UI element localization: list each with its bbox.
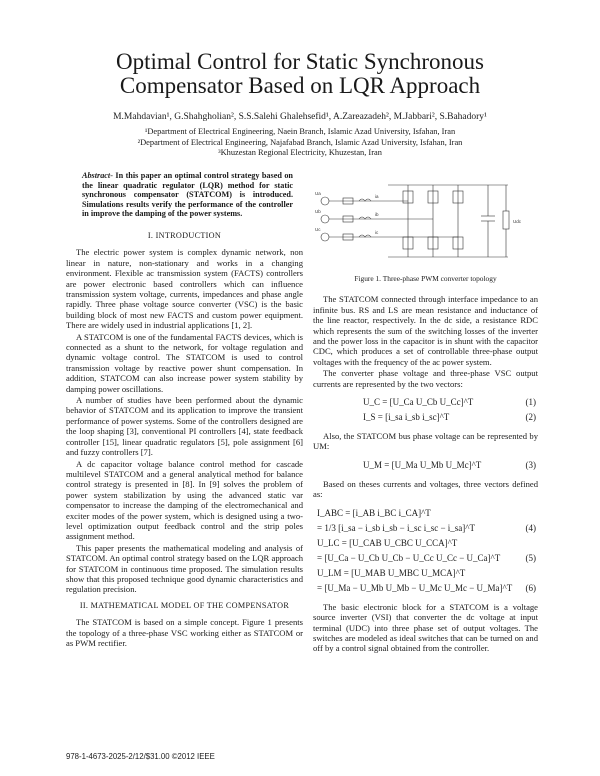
figure-1-converter-topology — [313, 171, 538, 271]
right-paragraph-1: The STATCOM connected through interface impedance to an infinite bus. RS and LS are mean resistance and inductance of the line reactor, respectively. In the dc side, a resistance RDC which represents the sum of the switching losses of the inverter and the power loss in the capacitor is in shunt with the capacitor CDC, which produces a set of controllable three-phase output voltages with the frequency of the ac power system. — [313, 294, 538, 367]
intro-paragraph-4: A dc capacitor voltage balance control method for cascade multilevel STATCOM and a general analytical method for balance control strategy is presented in [8]. In [9] solves the problem of power system stabilization by using the advanced static var compensator to increase the damping of the electromechanical and exciter modes of the power system, which is designed using a two-level optimization output feedback control and the strip poles assignment method. — [66, 458, 303, 542]
affiliation-3: ³Khuzestan Regional Electricity, Khuzestan, Iran — [218, 148, 382, 157]
circuit-diagram — [313, 171, 538, 271]
equation-block-3 — [313, 506, 538, 596]
intro-paragraph-2: A STATCOM is one of the fundamental FACTS devices, which is connected as a shunt to the network, for voltage regulation and dynamic voltage control. The STATCOM is used to control transmission voltage by reactive power shunt compensation. In addition, STATCOM can also increase power system stability by damping power oscillations. — [66, 331, 303, 394]
left-column — [66, 171, 303, 649]
equation-5b-body: = [U_Ca − U_Cb U_Cb − U_Cc U_Cc − U_Ca]^T — [317, 552, 501, 563]
right-paragraph-2: The converter phase voltage and three-phase VSC output currents are represented by the two vectors: — [313, 368, 538, 389]
fig-label-ua: Ua — [315, 191, 321, 196]
equation-4a — [313, 506, 538, 521]
equation-6b — [313, 581, 538, 596]
equation-3 — [313, 458, 538, 473]
intro-paragraph-5: This paper presents the mathematical modeling and analysis of STATCOM. An optimal control strategy based on the LQR approach for STATCOM in continuous time proposed. The simulation results show that this proposed technique good dynamic characteristics and regulation precision. — [66, 542, 303, 595]
abstract — [66, 171, 303, 219]
equation-4b — [313, 521, 538, 536]
equation-2-number: (2) — [525, 412, 536, 423]
affiliation-2: ²Department of Electrical Engineering, Najafabad Branch, Islamic Azad University, Isfahan, Iran — [137, 137, 463, 147]
model-paragraph-1: The STATCOM is based on a simple concept. Figure 1 presents the topology of a three-phase VSC working either as STATCOM or as PWM rectifier. — [66, 617, 303, 648]
right-paragraph-4: Based on theses currents and voltages, three vectors defined as: — [313, 478, 538, 500]
right-column — [313, 171, 538, 655]
equation-3-body: U_M = [U_Ma U_Mb U_Mc]^T — [363, 459, 482, 470]
intro-paragraph-1: The electric power system is complex dynamic network, non linear in nature, non-stationary and works in a changing environment. Flexible ac transmission system (FACTS) controllers are power electronic based controllers which can influence transmission system voltage, currents, impedances and phase angle rapidly. Three phase voltage source converter (VSC) is the basic building block of most new FACTS and custom power equipment. There are widely used in industrial applications [1, 2]. — [66, 247, 303, 331]
equation-6-number: (6) — [525, 582, 536, 593]
abstract-label: Abstract- — [82, 171, 113, 180]
section-heading-model: II. MATHEMATICAL MODEL OF THE COMPENSATOR — [79, 600, 290, 610]
equation-1-number: (1) — [525, 397, 536, 408]
fig-label-ic: ic — [375, 230, 379, 235]
equation-6a — [313, 566, 538, 581]
equation-4-number: (4) — [525, 522, 536, 533]
author-list: M.Mahdavian¹, G.Shahgholian², S.S.Salehi Ghalehsefid¹, A.Zareazadeh², M.Jabbari², S.Bahadory¹ — [113, 112, 487, 122]
equation-4a-body: I_ABC = [i_AB i_BC i_CA]^T — [317, 507, 431, 518]
equation-4b-body: = 1/3 [i_sa − i_sb i_sb − i_sc i_sc − i_sa]^T — [317, 522, 476, 533]
right-paragraph-3: Also, the STATCOM bus phase voltage can be represented by UM: — [313, 431, 538, 452]
equation-5b — [313, 551, 538, 566]
figure-1-caption: Figure 1. Three-phase PWM converter topology — [354, 274, 497, 283]
affiliation-1: ¹Department of Electrical Engineering, Naein Branch, Islamic Azad University, Isfahan, Iran — [144, 127, 456, 136]
equation-1-body: U_C = [U_Ca U_Cb U_Cc]^T — [363, 397, 474, 408]
fig-label-ia: ia — [375, 194, 379, 199]
right-paragraph-5: The basic electronic block for a STATCOM is a voltage source inverter (VSI) that converter the dc voltage at input terminal (UDC) into three phase set of output voltages. The switches are modeled as ideal switches that can be turned on and off by a control signal obtained from the controller. — [313, 601, 538, 654]
fig-label-uc: Uc — [315, 227, 321, 232]
fig-label-ub: Ub — [315, 209, 321, 214]
equation-5a — [313, 536, 538, 551]
equation-block-2 — [313, 458, 538, 473]
abstract-text: In this paper an optimal control strategy based on the linear quadratic regulator (LQR) method for static synchronous compensator (STATCOM) is introduced. Simulations results verify the performance of the controller in improve the damping of the power systems. — [82, 171, 293, 219]
equation-2 — [313, 410, 538, 425]
equation-block-1 — [313, 395, 538, 425]
equation-3-number: (3) — [525, 459, 536, 470]
equation-2-body: I_S = [i_sa i_sb i_sc]^T — [363, 412, 450, 423]
equation-1 — [313, 395, 538, 410]
fig-label-udc: Udc — [513, 219, 522, 224]
paper-title-line-1: Optimal Control for Static Synchronous — [116, 49, 484, 74]
fig-label-ib: ib — [375, 212, 379, 217]
intro-paragraph-3: A number of studies have been performed about the dynamic behavior of STATCOM and its application to improve the transient performance of power systems. Some of the controllers designed are the loop shaping [3], conventional PI controllers [4], state feedback controller [15], linear quadratic regulators [5], pole assignment [6] and fuzzy controllers [7]. — [66, 395, 303, 458]
copyright-footer: 978-1-4673-2025-2/12/$31.00 ©2012 IEEE — [66, 752, 215, 761]
equation-5-number: (5) — [525, 552, 536, 563]
section-heading-introduction: I. INTRODUCTION — [147, 230, 222, 240]
equation-6b-body: = [U_Ma − U_Mb U_Mb − U_Mc U_Mc − U_Ma]^T — [317, 582, 513, 593]
equation-5a-body: U_LC = [U_CAB U_CBC U_CCA]^T — [317, 537, 458, 548]
paper-title-line-2: Compensator Based on LQR Approach — [119, 73, 481, 98]
equation-6a-body: U_LM = [U_MAB U_MBC U_MCA]^T — [317, 567, 466, 578]
